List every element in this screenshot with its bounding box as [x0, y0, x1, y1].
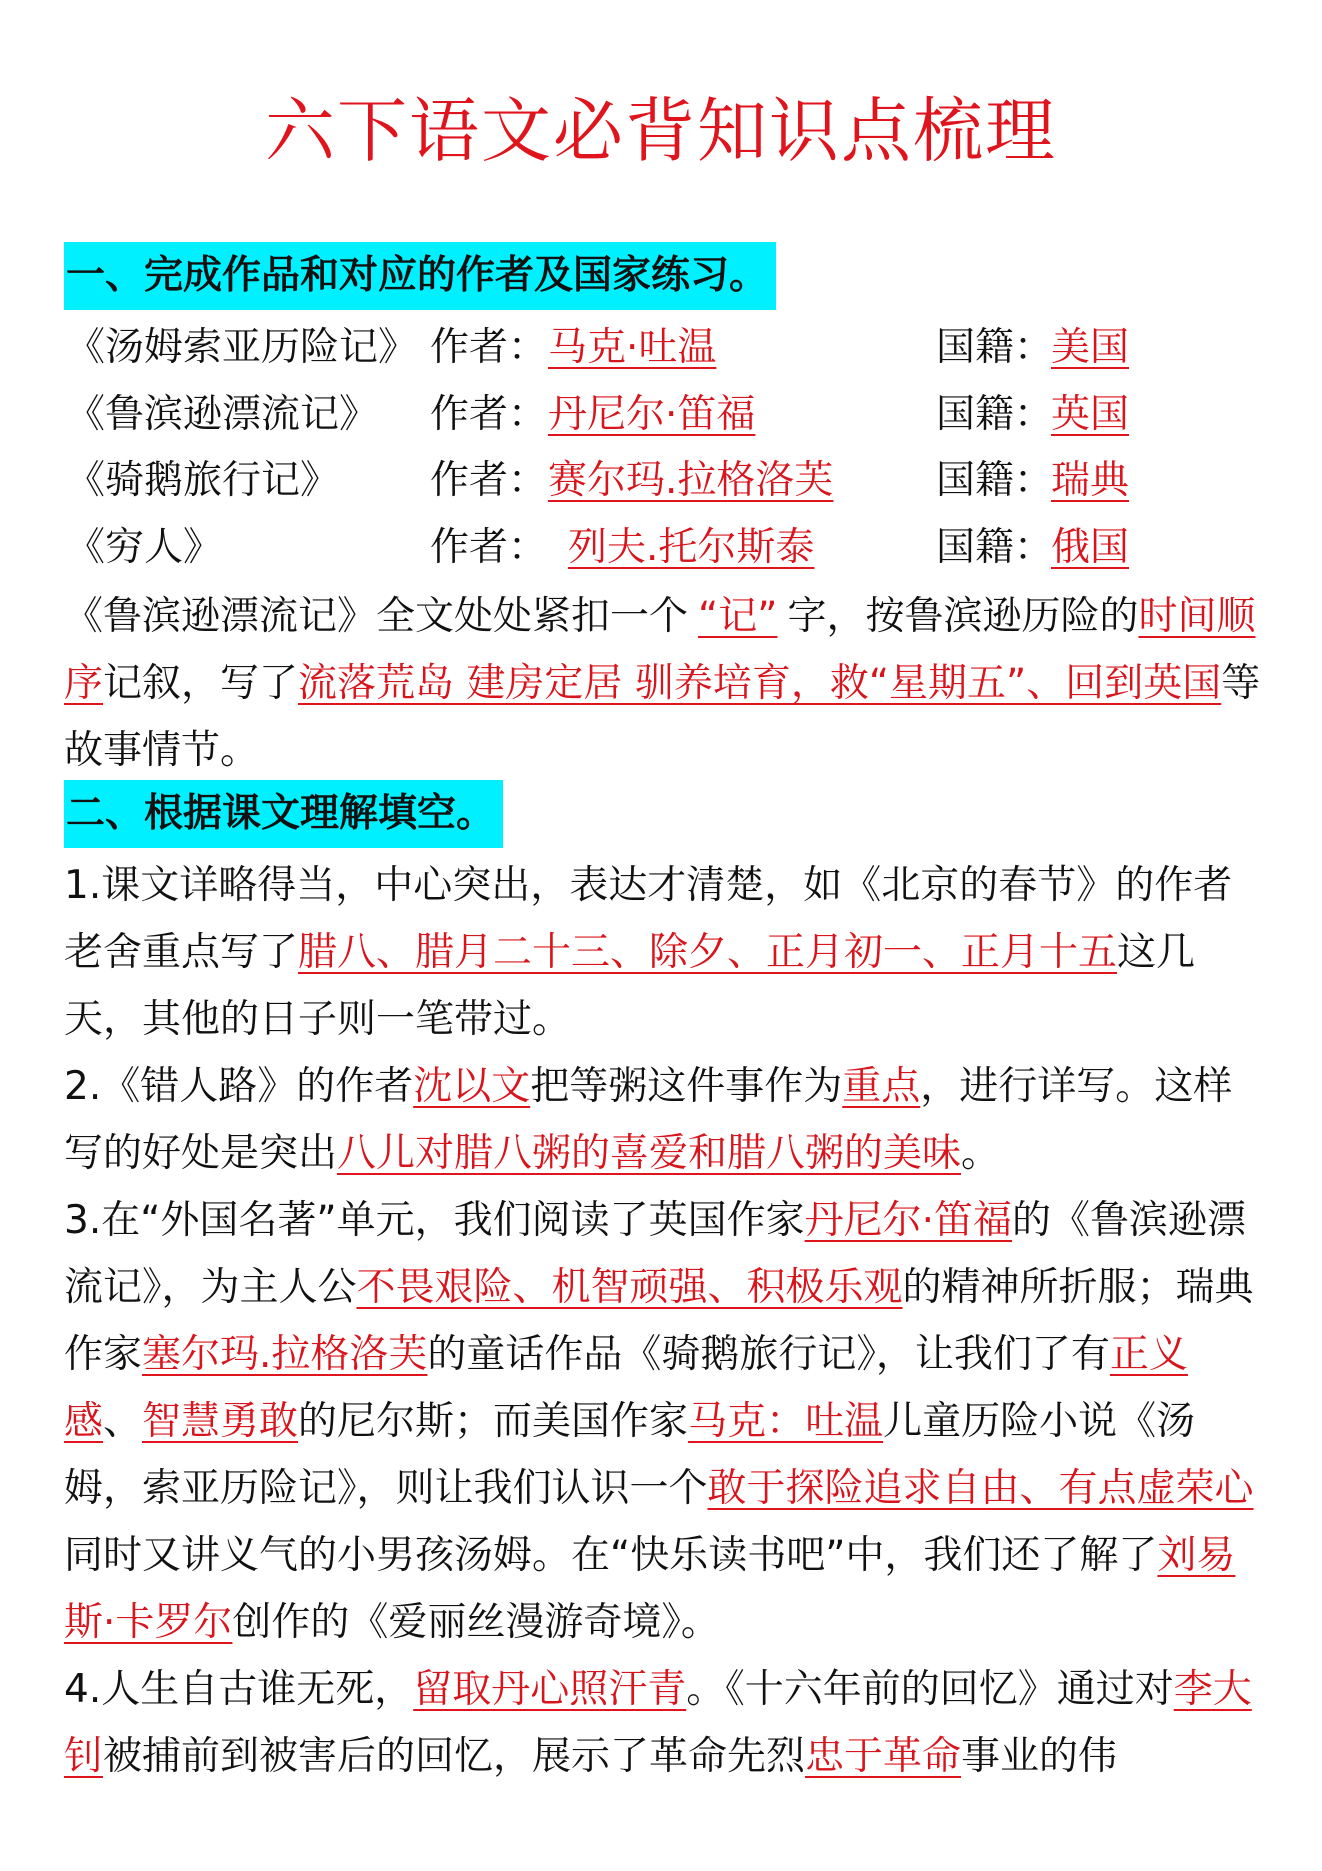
country-label: 国籍： — [936, 325, 1054, 370]
country-label: 国籍： — [936, 458, 1054, 503]
section-2-heading: 二、根据课文理解填空。 — [64, 780, 503, 848]
book-title: 《鲁滨逊漂流记》 — [66, 392, 379, 437]
text: 把等粥这件事作为 — [530, 1064, 843, 1109]
blank-underline — [688, 583, 698, 650]
answer-blank: 腊八、腊月二十三、除夕、正月初一、正月十五 — [298, 930, 1118, 975]
text: 1.课文详略得当，中心突出，表达才清楚，如《北京的春节》的作者老舍重点写了 — [64, 863, 1233, 975]
text: 的童话作品《骑鹅旅行记》，让我们了有 — [427, 1332, 1110, 1377]
page-title: 六下语文必背知识点梳理 — [265, 90, 1057, 172]
answer-blank — [688, 594, 787, 639]
book-title: 《骑鹅旅行记》 — [66, 458, 340, 503]
answer-blank: 八儿对腊八粥的喜爱和腊八粥的美味 — [337, 1131, 962, 1176]
answer-text: “记” — [698, 594, 778, 639]
list-item — [64, 852, 1264, 1053]
answer-blank: 沈以文 — [413, 1064, 531, 1109]
answer-blank: 智慧勇敢 — [142, 1399, 299, 1444]
text: 儿童历险小说《汤姆，索亚历险记》，则让我们认识一个 — [64, 1399, 1196, 1511]
text: ，进行详写。这样写的好处是突出 — [64, 1064, 1233, 1176]
answer-blank: 重点 — [842, 1064, 921, 1109]
answer-blank: 流落荒岛 建房定居 驯养培育，救“星期五”、回到英国 — [298, 661, 1222, 706]
text: 被捕前到被害后的回忆，展示了革命先烈 — [103, 1734, 806, 1779]
author-answer-text: 丹尼尔·笛福 — [548, 392, 756, 437]
country-answer: 瑞典 — [1051, 458, 1130, 503]
answer-blank: 时间顺序 — [64, 594, 1256, 706]
text: 。 — [961, 1131, 1001, 1176]
blank-underline — [755, 383, 767, 447]
book-title: 《汤姆索亚历险记》 — [66, 325, 418, 370]
text: 的《鲁滨逊漂流记》，为主人公 — [64, 1198, 1247, 1310]
author-answer-text: 马克·吐温 — [548, 325, 717, 370]
text: 的尼尔斯；而美国作家 — [298, 1399, 689, 1444]
answer-blank: 刘易斯·卡罗尔 — [64, 1533, 1236, 1645]
text: 同时又讲义气的小男孩汤姆。在“快乐读书吧”中，我们还了解了 — [64, 1533, 1158, 1578]
section-1-heading: 一、完成作品和对应的作者及国家练习。 — [64, 242, 776, 310]
blank-underline — [548, 516, 568, 580]
text: 这几天，其他的日子则一笔带过。 — [64, 930, 1196, 1042]
author-answer — [548, 516, 828, 580]
list-item — [64, 1053, 1264, 1187]
text: 等故事情节。 — [64, 661, 1261, 773]
text: 3.在“外国名著”单元，我们阅读了英国作家 — [64, 1198, 805, 1243]
list-item — [64, 1656, 1264, 1790]
text: 记叙，写了 — [103, 661, 299, 706]
list-item — [64, 1187, 1264, 1656]
text: 《鲁滨逊漂流记》全文处处紧扣一个 — [64, 594, 689, 639]
author-answer — [548, 316, 730, 380]
answer-blank: 正义感 — [64, 1332, 1188, 1444]
country-answer: 俄国 — [1051, 525, 1130, 570]
author-label: 作者： — [430, 458, 548, 503]
text: 2.《错人路》的作者 — [64, 1064, 414, 1109]
blank-underline — [716, 316, 730, 380]
country-answer: 美国 — [1051, 325, 1130, 370]
text: 、 — [103, 1399, 143, 1444]
author-label: 作者： — [430, 325, 548, 370]
answer-blank: 不畏艰险、机智顽强、积极乐观 — [356, 1265, 903, 1310]
answer-blank: 丹尼尔·笛福 — [804, 1198, 1013, 1243]
blank-underline — [814, 516, 828, 580]
country-answer: 英国 — [1051, 392, 1130, 437]
book-title: 《穷人》 — [66, 525, 223, 570]
answer-blank: 留取丹心照汗青 — [413, 1667, 687, 1712]
robinson-paragraph — [64, 583, 1264, 784]
section-2-items — [64, 852, 1264, 1790]
answer-blank: 李大钊 — [64, 1667, 1252, 1779]
country-label: 国籍： — [936, 525, 1054, 570]
answer-blank: 忠于革命 — [805, 1734, 962, 1779]
country-label: 国籍： — [936, 392, 1054, 437]
text: 4.人生自古谁无死， — [64, 1667, 414, 1712]
answer-blank: 塞尔玛.拉格洛芙 — [142, 1332, 428, 1377]
author-label: 作者： — [430, 525, 548, 570]
author-answer-text: 列夫.托尔斯泰 — [568, 525, 815, 570]
author-label: 作者： — [430, 392, 548, 437]
text: 创作的《爱丽丝漫游奇境》。 — [232, 1600, 720, 1645]
blank-underline — [777, 583, 787, 650]
text: 事业的伟 — [961, 1734, 1118, 1779]
answer-blank: 敢于探险追求自由、有点虚荣心 — [707, 1466, 1254, 1511]
author-answer: 赛尔玛.拉格洛芙 — [548, 458, 834, 503]
text: 。《十六年前的回忆》通过对 — [686, 1667, 1174, 1712]
text: 字，按鲁滨逊历险的 — [787, 594, 1139, 639]
text: 的精神所折服；瑞典作家 — [64, 1265, 1254, 1377]
answer-blank: 马克：吐温 — [688, 1399, 884, 1444]
author-answer — [548, 383, 767, 447]
